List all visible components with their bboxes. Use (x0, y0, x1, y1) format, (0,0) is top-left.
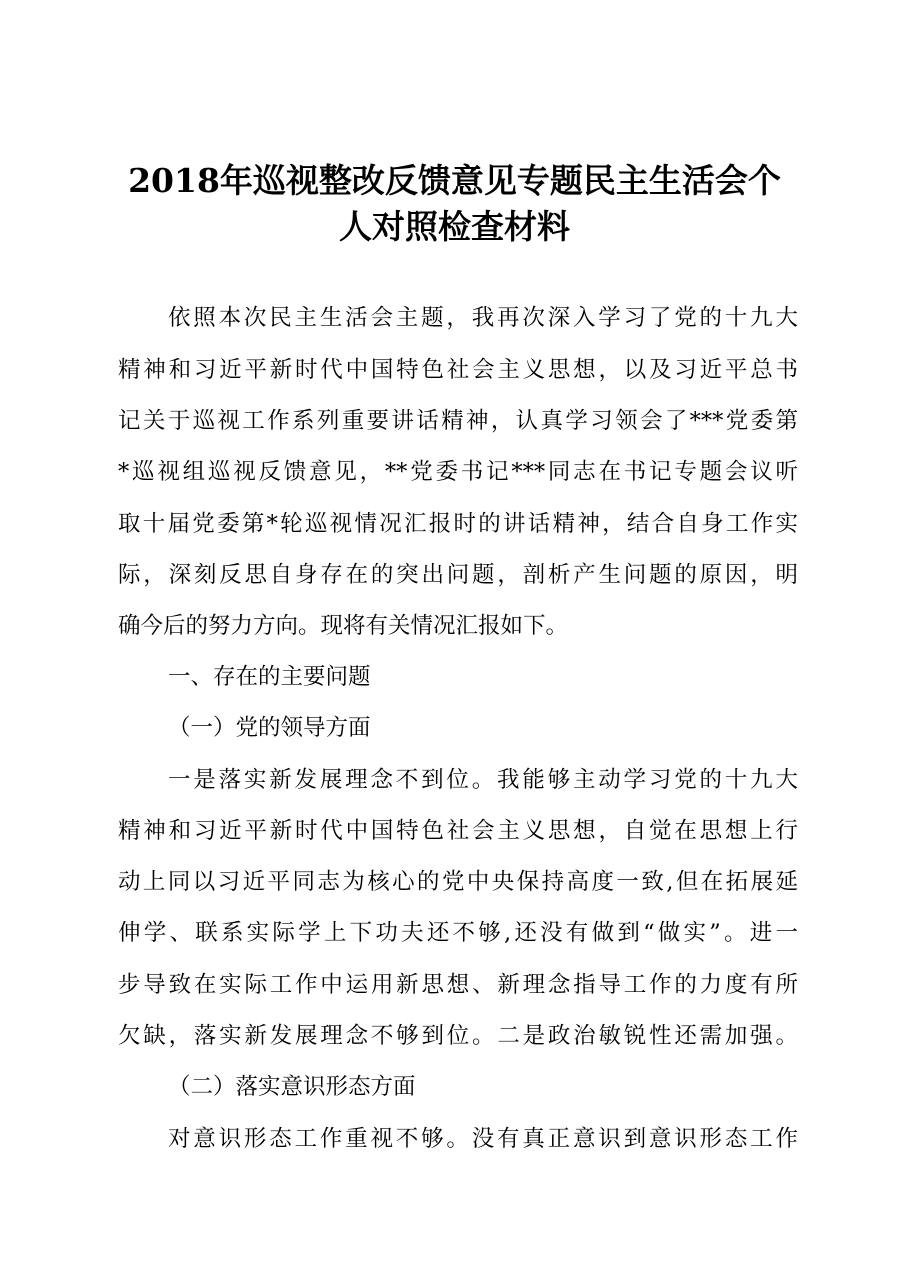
subsection-heading: （一）党的领导方面 (168, 715, 371, 741)
document-title-line-2: 人对照检查材料 (339, 207, 570, 246)
paragraph-line: 精神和习近平新时代中国特色社会主义思想，自觉在思想上行 (118, 818, 798, 844)
paragraph-line: 依照本次民主生活会主题，我再次深入学习了党的十九大 (168, 305, 798, 331)
subsection-heading: （二）落实意识形态方面 (168, 1074, 416, 1100)
paragraph-line: 一是落实新发展理念不到位。我能够主动学习党的十九大 (168, 767, 798, 793)
document-title-line-1: 2018年巡视整改反馈意见专题民主生活会个 (128, 161, 781, 200)
paragraph-line: 取十届党委第*轮巡视情况汇报时的讲话精神，结合自身工作实 (118, 511, 798, 537)
section-heading: 一、存在的主要问题 (168, 664, 371, 690)
paragraph-line: 动上同以习近平同志为核心的党中央保持高度一致,但在拓展延 (118, 869, 798, 895)
paragraph-line: 记关于巡视工作系列重要讲话精神，认真学习领会了***党委第 (118, 408, 798, 434)
paragraph-line: 际，深刻反思自身存在的突出问题，剖析产生问题的原因，明 (118, 562, 798, 588)
paragraph-line: 确今后的努力方向。现将有关情况汇报如下。 (118, 613, 569, 639)
paragraph-line: 步导致在实际工作中运用新思想、新理念指导工作的力度有所 (118, 972, 798, 998)
paragraph-line: *巡视组巡视反馈意见，**党委书记***同志在书记专题会议听 (118, 459, 798, 485)
paragraph-line: 欠缺，落实新发展理念不够到位。二是政治敏锐性还需加强。 (118, 1023, 798, 1049)
paragraph-line: 伸学、联系实际学上下功夫还不够,还没有做到“做实”。进一 (118, 920, 798, 946)
paragraph-line: 对意识形态工作重视不够。没有真正意识到意识形态工作 (168, 1126, 798, 1152)
paragraph-line: 精神和习近平新时代中国特色社会主义思想，以及习近平总书 (118, 357, 798, 383)
